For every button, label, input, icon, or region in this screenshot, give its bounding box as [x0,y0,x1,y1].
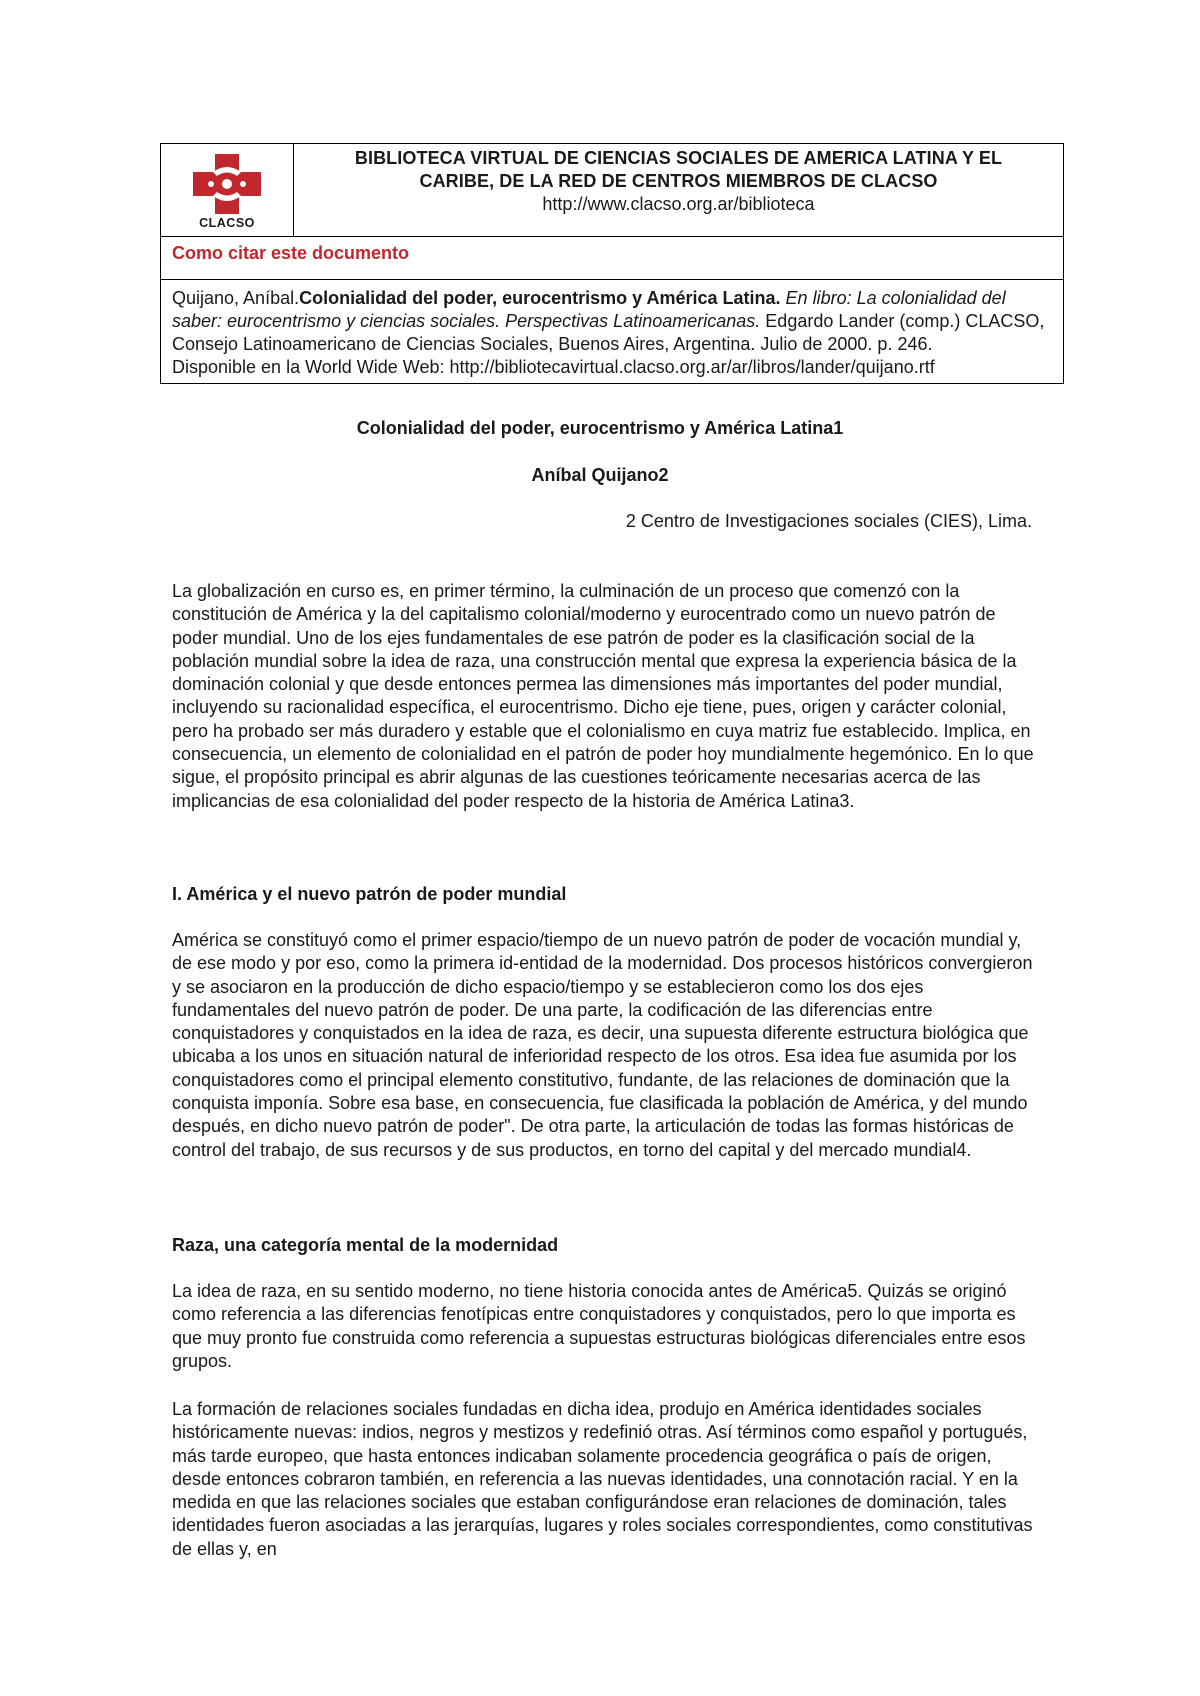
library-header [294,144,1064,237]
library-url-link[interactable]: http://www.clacso.org.ar/biblioteca [542,194,815,214]
logo-wordmark: CLACSO [199,216,255,230]
section-heading-2: Raza, una categoría mental de la modernidad [172,1235,559,1255]
section2-paragraph-2: La formación de relaciones sociales fundadas en dicha idea, produjo en América identidades sociales históricamente nuevas: indios, negros y mestizos y redefinió otras. Así términos como español y portugués, más tarde europeo, que hasta entonces indicaban solamente procedencia geográfica o país de origen, desde entonces cobraron también, en referencia a las nuevas identidades, una connotación racial. Y en la medida en que las relaciones sociales que estaban configurándose eran relaciones de dominación, tales identidades fueron asociadas a las jerarquías, lugares y roles sociales correspondientes, como constitutivas de ellas y, en [172,1399,1033,1559]
citation-title: Colonialidad del poder, eurocentrismo y América Latina. [299,288,781,308]
library-title-line1: BIBLIOTECA VIRTUAL DE CIENCIAS SOCIALES DE AMERICA LATINA Y EL [354,148,1003,168]
section-heading-1: I. América y el nuevo patrón de poder mundial [172,884,567,904]
intro-paragraph: La globalización en curso es, en primer término, la culminación de un proceso que comenzó con la constitución de América y la del capitalismo colonial/moderno y eurocentrado como un nuevo patrón de poder mundial. Uno de los ejes fundamentales de ese patrón de poder es la clasificación social de la población mundial sobre la idea de raza, una construcción mental que expresa la experiencia básica de la dominación colonial y que desde entonces permea las dimensiones más importantes del poder mundial, incluyendo su racionalidad específica, el eurocentrismo. Dicho eje tiene, pues, origen y carácter colonial, pero ha probado ser más duradero y estable que el colonialismo en cuya matriz fue establecido. Implica, en consecuencia, un elemento de colonialidad en el patrón de poder hoy mundialmente hegemónico. En lo que sigue, el propósito principal es abrir algunas de las cuestiones teóricamente necesarias acerca de las implicancias de esa colonialidad del poder respecto de la historia de América Latina3. [172,581,1034,811]
clacso-logo-icon [189,150,265,218]
library-title-line2: CARIBE, DE LA RED DE CENTROS MIEMBROS DE CLACSO [419,171,938,191]
clacso-logo [161,144,294,237]
how-to-cite-row [161,237,1064,280]
article-title: Colonialidad del poder, eurocentrismo y América Latina1 [356,418,844,438]
how-to-cite-label: Como citar este documento [172,243,410,263]
author-affiliation: 2 Centro de Investigaciones sociales (CIES), Lima. [625,511,1032,531]
section2-paragraph-1: La idea de raza, en su sentido moderno, no tiene historia conocida antes de América5. Quizás se originó como referencia a las diferencias fenotípicas entre conquistadores y conquistados, pero lo que importa es que muy pronto fue construida como referencia a supuestas estructuras biológicas diferenciales entre esos grupos. [172,1281,1026,1371]
citation-box [160,143,1064,384]
citation-publisher: Edgardo Lander (comp.) CLACSO, Consejo Latinoamericano de Ciencias Sociales, Buenos Aires, Argentina. Julio de 2000. p. 246. [172,311,1045,354]
section1-paragraph: América se constituyó como el primer espacio/tiempo de un nuevo patrón de poder de vocación mundial y, de ese modo y por eso, como la primera id-entidad de la modernidad. Dos procesos históricos convergieron y se asociaron en la producción de dicho espacio/tiempo y se establecieron como los dos ejes fundamentales del nuevo patrón de poder. De una parte, la codificación de las diferencias entre conquistadores y conquistados en la idea de raza, es decir, una supuesta diferente estructura biológica que ubicaba a los unos en situación natural de inferioridad respecto de los otros. Esa idea fue asumida por los conquistadores como el principal elemento constitutivo, fundante, de las relaciones de dominación que la conquista imponía. Sobre esa base, en consecuencia, fue clasificada la población de América, y del mundo después, en dicho nuevo patrón de poder". De otra parte, la articulación de todas las formas históricas de control del trabajo, de sus recursos y de sus productos, en torno del capital y del mercado mundial4. [172,930,1033,1160]
article-author: Aníbal Quijano2 [531,465,669,485]
citation-book: En libro: La colonialidad del saber: eurocentrismo y ciencias sociales. Perspectivas Latinoamericanas. [172,288,1006,331]
citation-author: Quijano, Aníbal. [172,288,300,308]
citation-availability-link[interactable]: Disponible en la World Wide Web: http://bibliotecavirtual.clacso.org.ar/ar/libros/lander/quijano.rtf [172,357,935,377]
citation-reference [161,280,1064,384]
